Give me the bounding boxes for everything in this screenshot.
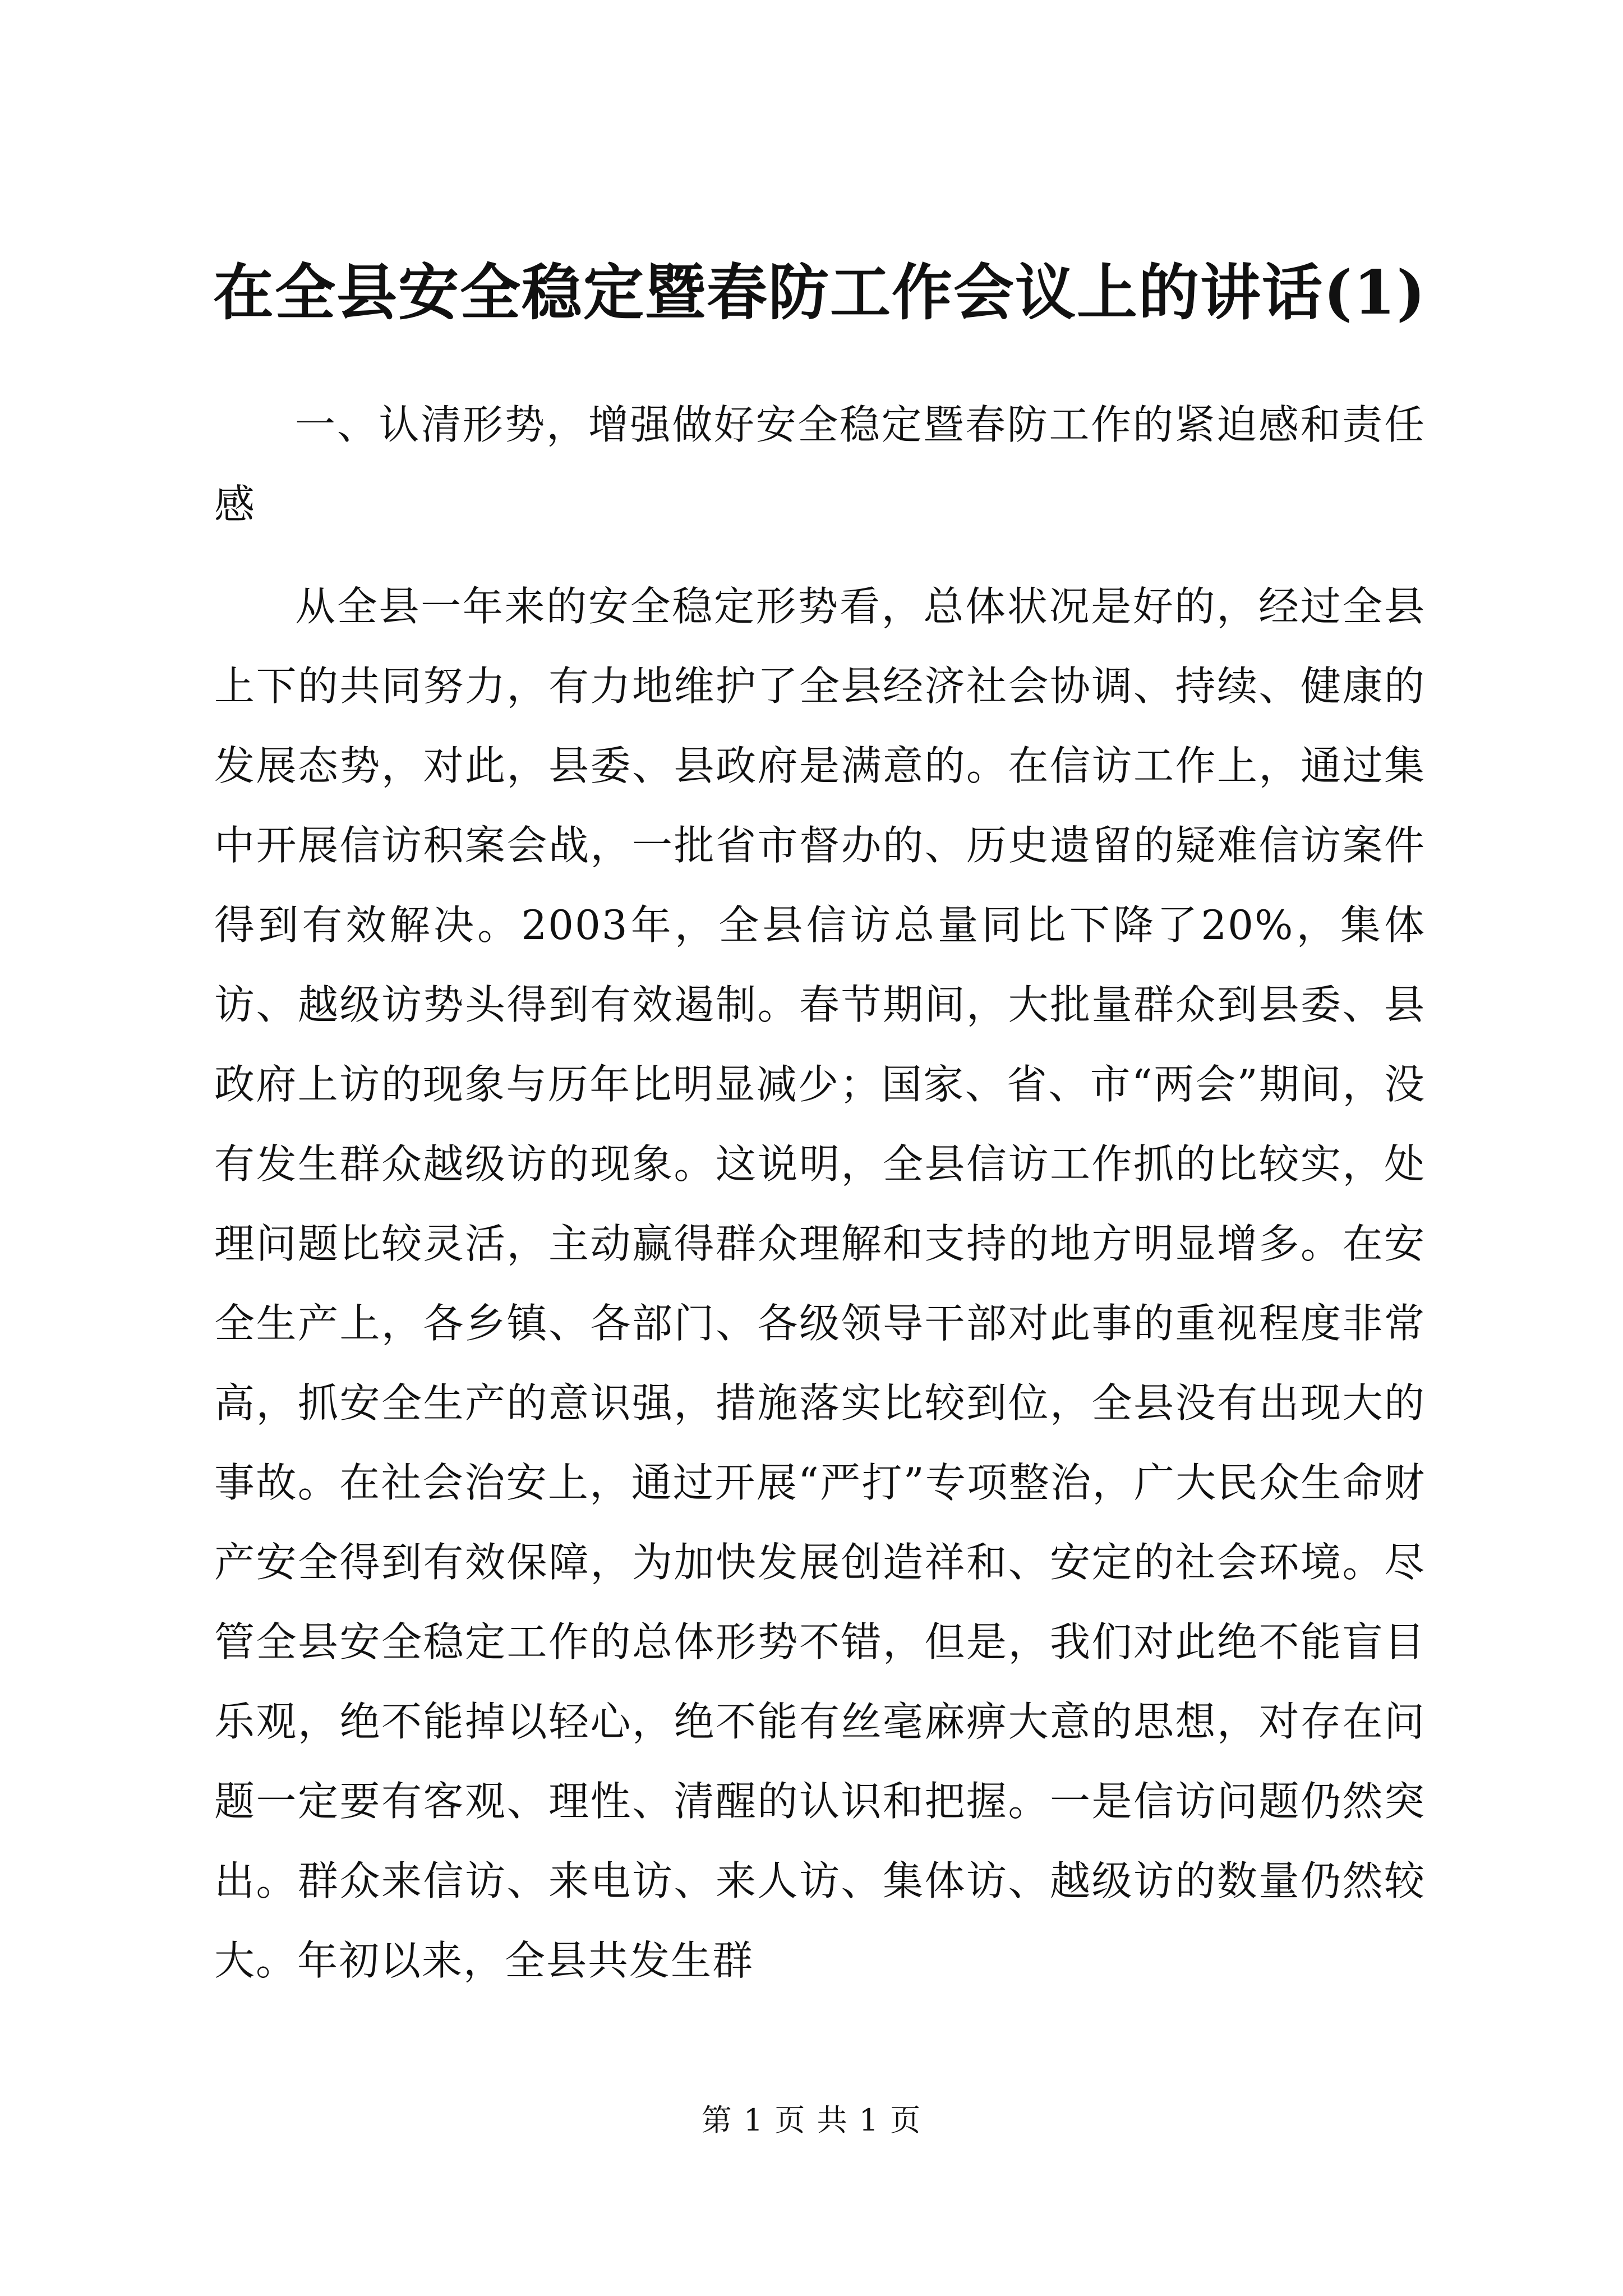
document-body <box>214 385 1426 2000</box>
document-title: 在全县安全稳定暨春防工作会议上的讲话(1) <box>213 257 1427 328</box>
page-footer: 第 1 页 共 1 页 <box>701 2102 922 2138</box>
body-paragraph: 从全县一年来的安全稳定形势看，总体状况是好的，经过全县上下的共同努力，有力地维护了全县经济社会协调、持续、健康的发展态势，对此，县委、县政府是满意的。在信访工作上，通过集中开展信访积案会战，一批省市督办的、历史遗留的疑难信访案件得到有效解决。2003年，全县信访总量同比下降了20%，集体访、越级访势头得到有效遏制。春节期间，大批量群众到县委、县政府上访的现象与历年比明显减少；国家、省、市“两会”期间，没有发生群众越级访的现象。这说明，全县信访工作抓的比较实，处理问题比较灵活，主动赢得群众理解和支持的地方明显增多。在安全生产上，各乡镇、各部门、各级领导干部对此事的重视程度非常高，抓安全生产的意识强，措施落实比较到位，全县没有出现大的事故。在社会治安上，通过开展“严打”专项整治，广大民众生命财产安全得到有效保障，为加快发展创造祥和、安定的社会环境。尽管全县安全稳定工作的总体形势不错，但是，我们对此绝不能盲目乐观，绝不能掉以轻心，绝不能有丝毫麻痹大意的思想，对存在问题一定要有客观、理性、清醒的认识和把握。一是信访问题仍然突出。群众来信访、来电访、来人访、集体访、越级访的数量仍然较大。年初以来，全县共发生群 <box>214 583 1426 1984</box>
section-heading-paragraph: 一、认清形势，增强做好安全稳定暨春防工作的紧迫感和责任感 <box>214 401 1426 528</box>
